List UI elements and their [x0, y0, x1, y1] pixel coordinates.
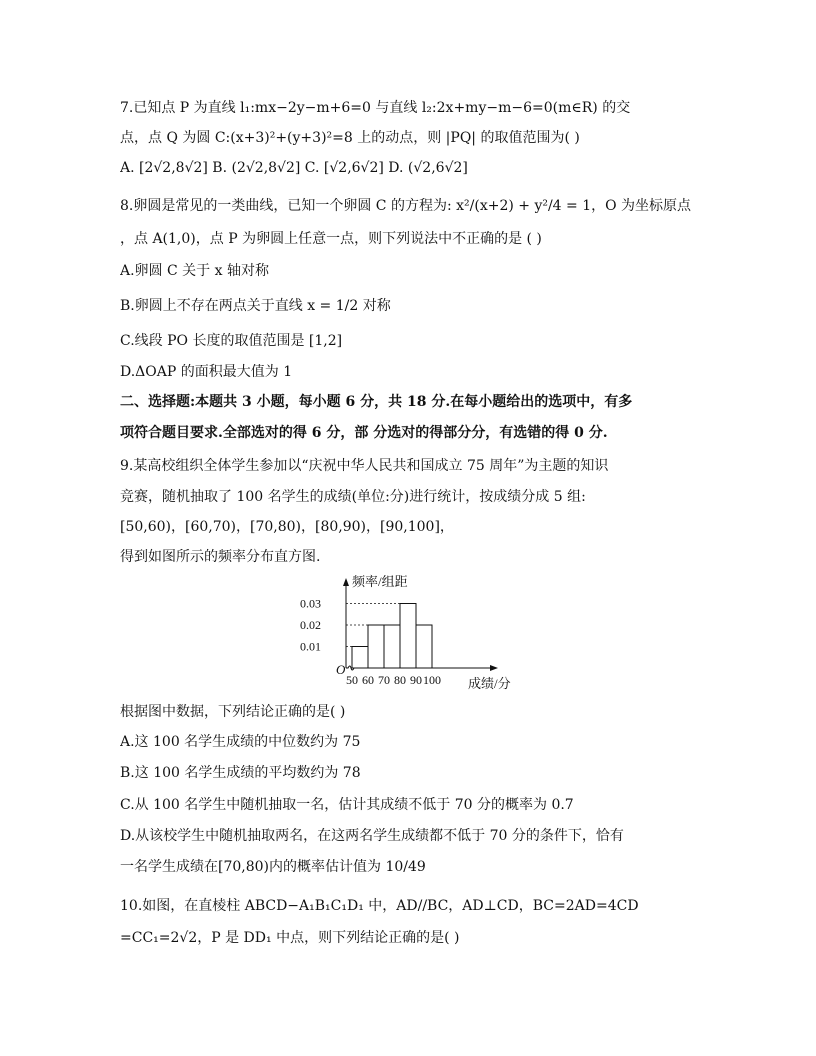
histogram-bar — [368, 625, 384, 668]
x-tick-label: 90 — [410, 673, 422, 687]
q9-option-a: A.这 100 名学生成绩的中位数约为 75 — [120, 734, 361, 750]
q9-option-b: B.这 100 名学生成绩的平均数约为 78 — [120, 765, 361, 781]
histogram-bar — [416, 625, 432, 668]
y-tick-label: 0.02 — [300, 618, 321, 632]
y-tick-label: 0.03 — [300, 596, 321, 611]
y-tick-label: 0.01 — [300, 639, 321, 654]
origin-label: O — [336, 662, 346, 677]
x-tick-label: 60 — [362, 673, 374, 687]
q9-line2: 竞赛，随机抽取了 100 名学生的成绩(单位:分)进行统计，按成绩分成 5 组: — [120, 489, 586, 505]
q7-options: A. [2√2,8√2] B. (2√2,8√2] C. [√2,6√2] D. (√2,6√2] — [120, 160, 468, 176]
q9-option-d1: D.从该校学生中随机抽取两名，在这两名学生成绩都不低于 70 分的条件下，恰有 — [120, 828, 624, 844]
q8-line1: 8.卵圆是常见的一类曲线，已知一个卵圆 C 的方程为: x²/(x+2) + y²/4 = 1，O 为坐标原点 — [120, 198, 692, 214]
histogram-bar — [400, 604, 416, 669]
q8-option-b: B.卵圆上不存在两点关于直线 x = 1/2 对称 — [120, 298, 391, 314]
q9-line1: 9.某高校组织全体学生参加以“庆祝中华人民共和国成立 75 周年”为主题的知识 — [120, 458, 609, 474]
q8-line2: ，点 A(1,0)，点 P 为卵圆上任意一点，则下列说法中不正确的是 ( ) — [120, 231, 542, 247]
x-tick-label: 70 — [378, 673, 390, 687]
q9-option-d2: 一名学生成绩在[70,80)内的概率估计值为 10/49 — [120, 859, 426, 875]
histogram-bar — [384, 625, 400, 668]
q8-option-a: A.卵圆 C 关于 x 轴对称 — [120, 263, 269, 279]
q8-option-d: D.ΔOAP 的面积最大值为 1 — [120, 364, 293, 380]
y-axis-label: 频率/组距 — [352, 574, 408, 589]
y-axis-arrow — [343, 578, 349, 586]
section2-line1: 二、选择题:本题共 3 小题，每小题 6 分，共 18 分.在每小题给出的选项中，有多 — [120, 394, 633, 410]
q10-line1: 10.如图，在直棱柱 ABCD−A₁B₁C₁D₁ 中，AD//BC，AD⊥CD，BC=2AD=4CD — [120, 898, 639, 914]
x-axis-arrow — [490, 665, 498, 671]
q7-line1: 7.已知点 P 为直线 l₁:mx−2y−m+6=0 与直线 l₂:2x+my−m−6=0(m∈R) 的交 — [120, 100, 631, 116]
q9-prompt: 根据图中数据，下列结论正确的是( ) — [120, 704, 346, 720]
x-tick-label: 80 — [394, 673, 406, 687]
x-axis-label: 成绩/分 — [468, 676, 511, 691]
q10-line2: =CC₁=2√2，P 是 DD₁ 中点，则下列结论正确的是( ) — [120, 930, 460, 946]
q7-line2: 点，点 Q 为圆 C:(x+3)²+(y+3)²=8 上的动点，则 |PQ| 的取值范围为( ) — [120, 130, 580, 146]
x-tick-label: 50 — [346, 673, 358, 687]
section2-line2: 项符合题目要求.全部选对的得 6 分，部 分选对的得部分分，有选错的得 0 分. — [120, 425, 608, 441]
q9-line3: [50,60)，[60,70)，[70,80)，[80,90)，[90,100]， — [120, 519, 454, 535]
q8-option-c: C.线段 PO 长度的取值范围是 [1,2] — [120, 333, 343, 349]
q9-option-c: C.从 100 名学生中随机抽取一名，估计其成绩不低于 70 分的概率为 0.7 — [120, 797, 574, 813]
frequency-histogram — [296, 572, 526, 692]
x-tick-label: 100 — [423, 673, 441, 687]
q9-line4: 得到如图所示的频率分布直方图. — [120, 549, 321, 565]
histogram-bar — [352, 647, 368, 669]
